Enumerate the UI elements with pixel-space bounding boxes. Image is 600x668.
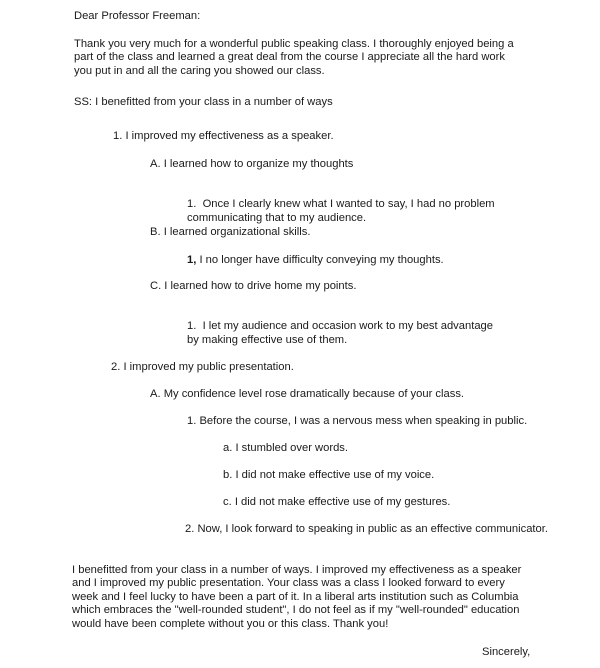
sub-item-text: I stumbled over words. xyxy=(235,442,348,454)
outline-point-2-sub-a-item-1 xyxy=(187,415,527,428)
outline-point-2 xyxy=(111,361,294,374)
outline-point-1-sub-b-item-1 xyxy=(187,254,444,267)
outline-point-2-sub-a xyxy=(150,388,464,401)
sub-item-marker: a. xyxy=(223,442,233,454)
sub-item-marker: c. xyxy=(223,496,232,508)
sub-c-marker: C. xyxy=(150,280,162,292)
sub-b-marker: B. xyxy=(150,226,161,238)
sub-item-marker: b. xyxy=(223,469,233,481)
conclusion-paragraph: I benefitted from your class in a number of ways. I improved my effectiveness as a speaker and I improved my public presentation. Your class was a class I looked forward to every week and I feel lucky to have been a part of it. In a liberal arts institution such as Columbia which embraces the "well-rounded student", I do not feel as if my "well-rounded" education would have been complete without you or this class. Thank you! xyxy=(72,564,522,630)
outline-point-1-sub-b xyxy=(150,226,310,239)
point-1-text: I improved my effectiveness as a speaker. xyxy=(125,130,334,142)
point-2-text: I improved my public presentation. xyxy=(123,361,294,373)
outline-point-1-sub-a-item-1 xyxy=(187,185,495,225)
item-marker: 1. xyxy=(187,415,197,427)
item-text: Now, I look forward to speaking in public as an effective communicator. xyxy=(197,523,548,535)
item-marker: 1. xyxy=(187,320,197,333)
sub-c-text: I learned how to drive home my points. xyxy=(164,280,357,292)
outline-sub-item-a xyxy=(223,442,348,455)
item-text: I let my audience and occasion work to my best advantage by making effective use of them. xyxy=(187,320,493,346)
outline-point-1-sub-c xyxy=(150,280,356,293)
outline-point-1 xyxy=(113,130,334,143)
sub-a-marker: A. xyxy=(150,158,161,170)
sub-a-marker: A. xyxy=(150,388,161,400)
intro-paragraph: Thank you very much for a wonderful public speaking class. I thoroughly enjoyed being a part of the class and learned a great deal from the course I appreciate all the hard work you put in and all the caring you showed our class. xyxy=(74,38,514,77)
sub-item-text: I did not make effective use of my voice. xyxy=(235,469,435,481)
sub-a-text: I learned how to organize my thoughts xyxy=(163,158,354,170)
item-text: Before the course, I was a nervous mess when speaking in public. xyxy=(199,415,528,427)
item-marker: 2. xyxy=(185,523,195,535)
point-1-marker: 1. xyxy=(113,130,123,142)
sub-b-text: I learned organizational skills. xyxy=(163,226,311,238)
closing: Sincerely, xyxy=(482,646,531,658)
outline-sub-item-b xyxy=(223,469,434,482)
sub-a-text: My confidence level rose dramatically because of your class. xyxy=(163,388,465,400)
item-text: I no longer have difficulty conveying my thoughts. xyxy=(199,254,444,266)
outline-point-1-sub-c-item-1 xyxy=(187,307,493,347)
salutation: Dear Professor Freeman: xyxy=(74,10,201,22)
item-marker: 1. xyxy=(187,198,197,211)
outline-point-1-sub-a xyxy=(150,158,353,171)
item-marker: 1, xyxy=(187,254,197,266)
point-2-marker: 2. xyxy=(111,361,121,373)
sub-item-text: I did not make effective use of my gestures. xyxy=(234,496,451,508)
thesis-statement: SS: I benefitted from your class in a number of ways xyxy=(74,96,333,108)
outline-sub-item-c xyxy=(223,496,450,509)
item-text: Once I clearly knew what I wanted to say, I had no problem communicating that to my audience. xyxy=(187,198,495,224)
outline-point-2-sub-a-item-2 xyxy=(185,523,548,536)
